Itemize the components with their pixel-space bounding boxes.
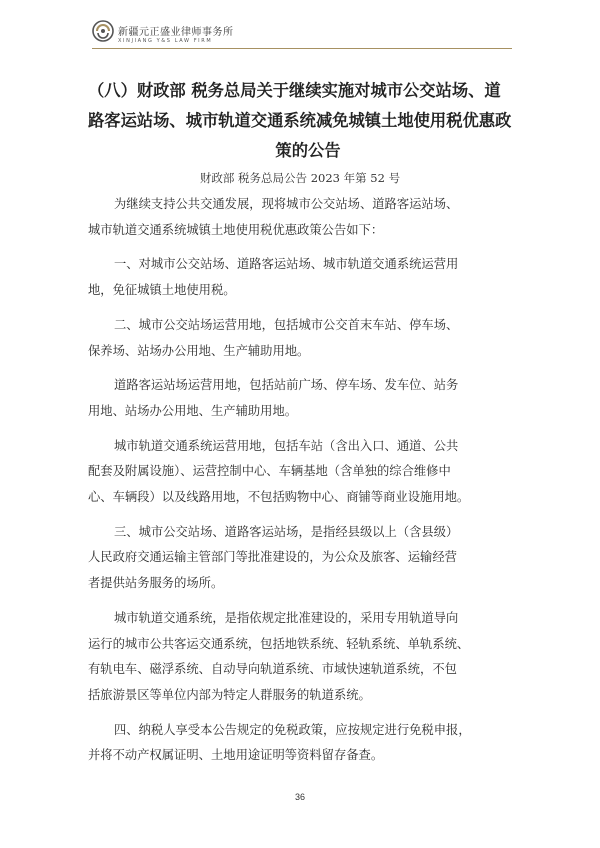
document-title [88, 76, 528, 166]
paragraph-line: 运行的城市公共客运交通系统，包括地铁系统、轻轨系统、单轨系统、 [88, 636, 470, 651]
paragraph [88, 373, 520, 424]
paragraph-line: 四、纳税人享受本公告规定的免税政策，应按规定进行免税申报， [114, 722, 471, 737]
paragraph [88, 434, 520, 511]
paragraph-line: 配套及附属设施）、运营控制中心、车辆基地（含单独的综合维修中 [88, 464, 451, 479]
page-number: 36 [294, 792, 305, 802]
paragraph [88, 252, 520, 303]
paragraph-line: 用地、站场办公用地、生产辅助用地。 [88, 403, 298, 418]
paragraph-line: 保养场、站场办公用地、生产辅助用地。 [88, 343, 310, 358]
paragraph-line: 并将不动产权属证明、土地用途证明等资料留存备查。 [88, 748, 384, 763]
paragraph-line: 人民政府交通运输主管部门等批准建设的，为公众及旅客、运输经营 [88, 550, 457, 565]
paragraph [88, 313, 520, 364]
paragraph [88, 520, 520, 597]
paragraph-line: 二、城市公交站场运营用地，包括城市公交首末车站、停车场、 [114, 317, 459, 332]
paragraph-line: 道路客运站场运营用地，包括站前广场、停车场、发车位、站务 [114, 378, 459, 393]
paragraph-line: 城市轨道交通系统城镇土地使用税优惠政策公告如下： [88, 222, 384, 237]
firm-name-en: XINJIANG Y&S LAW FIRM [118, 38, 213, 44]
paragraph [88, 192, 520, 243]
document-subtitle: 财政部 税务总局公告 2023 年第 52 号 [199, 171, 401, 185]
title-line: （八）财政部 税务总局关于继续实施对城市公交站场、道 [88, 81, 501, 100]
paragraph-line: 为继续支持公共交通发展，现将城市公交站场、道路客运站场、 [114, 197, 459, 211]
title-line: 策的公告 [275, 141, 341, 160]
paragraph-line: 城市轨道交通系统运营用地，包括车站（含出入口、通道、公共 [114, 438, 459, 453]
paragraph-line: 一、对城市公交站场、道路客运站场、城市轨道交通系统运营用 [114, 257, 459, 272]
paragraph-line: 括旅游景区等单位内部为特定人群服务的轨道系统。 [88, 687, 371, 702]
paragraph [88, 718, 520, 769]
page-header [92, 12, 512, 46]
firm-logo-icon [92, 20, 114, 42]
title-line: 路客运站场、城市轨道交通系统减免城镇土地使用税优惠政 [88, 111, 512, 130]
paragraph-line: 有轨电车、磁浮系统、自动导向轨道系统、市域快速轨道系统，不包 [88, 662, 457, 677]
header-divider [92, 48, 512, 49]
paragraph-line: 者提供站务服务的场所。 [88, 576, 224, 591]
paragraph [88, 606, 520, 709]
paragraph-line: 城市轨道交通系统，是指依规定批准建设的，采用专用轨道导向 [114, 610, 459, 625]
paragraph-line: 地，免征城镇土地使用税。 [88, 283, 236, 298]
paragraph-line: 心、车辆段）以及线路用地，不包括购物中心、商铺等商业设施用地。 [88, 490, 470, 505]
document-body [88, 192, 520, 778]
firm-name-cn: 新疆元正盛业律师事务所 [118, 27, 234, 38]
paragraph-line: 三、城市公交站场、道路客运站场，是指经县级以上（含县级） [114, 524, 459, 539]
